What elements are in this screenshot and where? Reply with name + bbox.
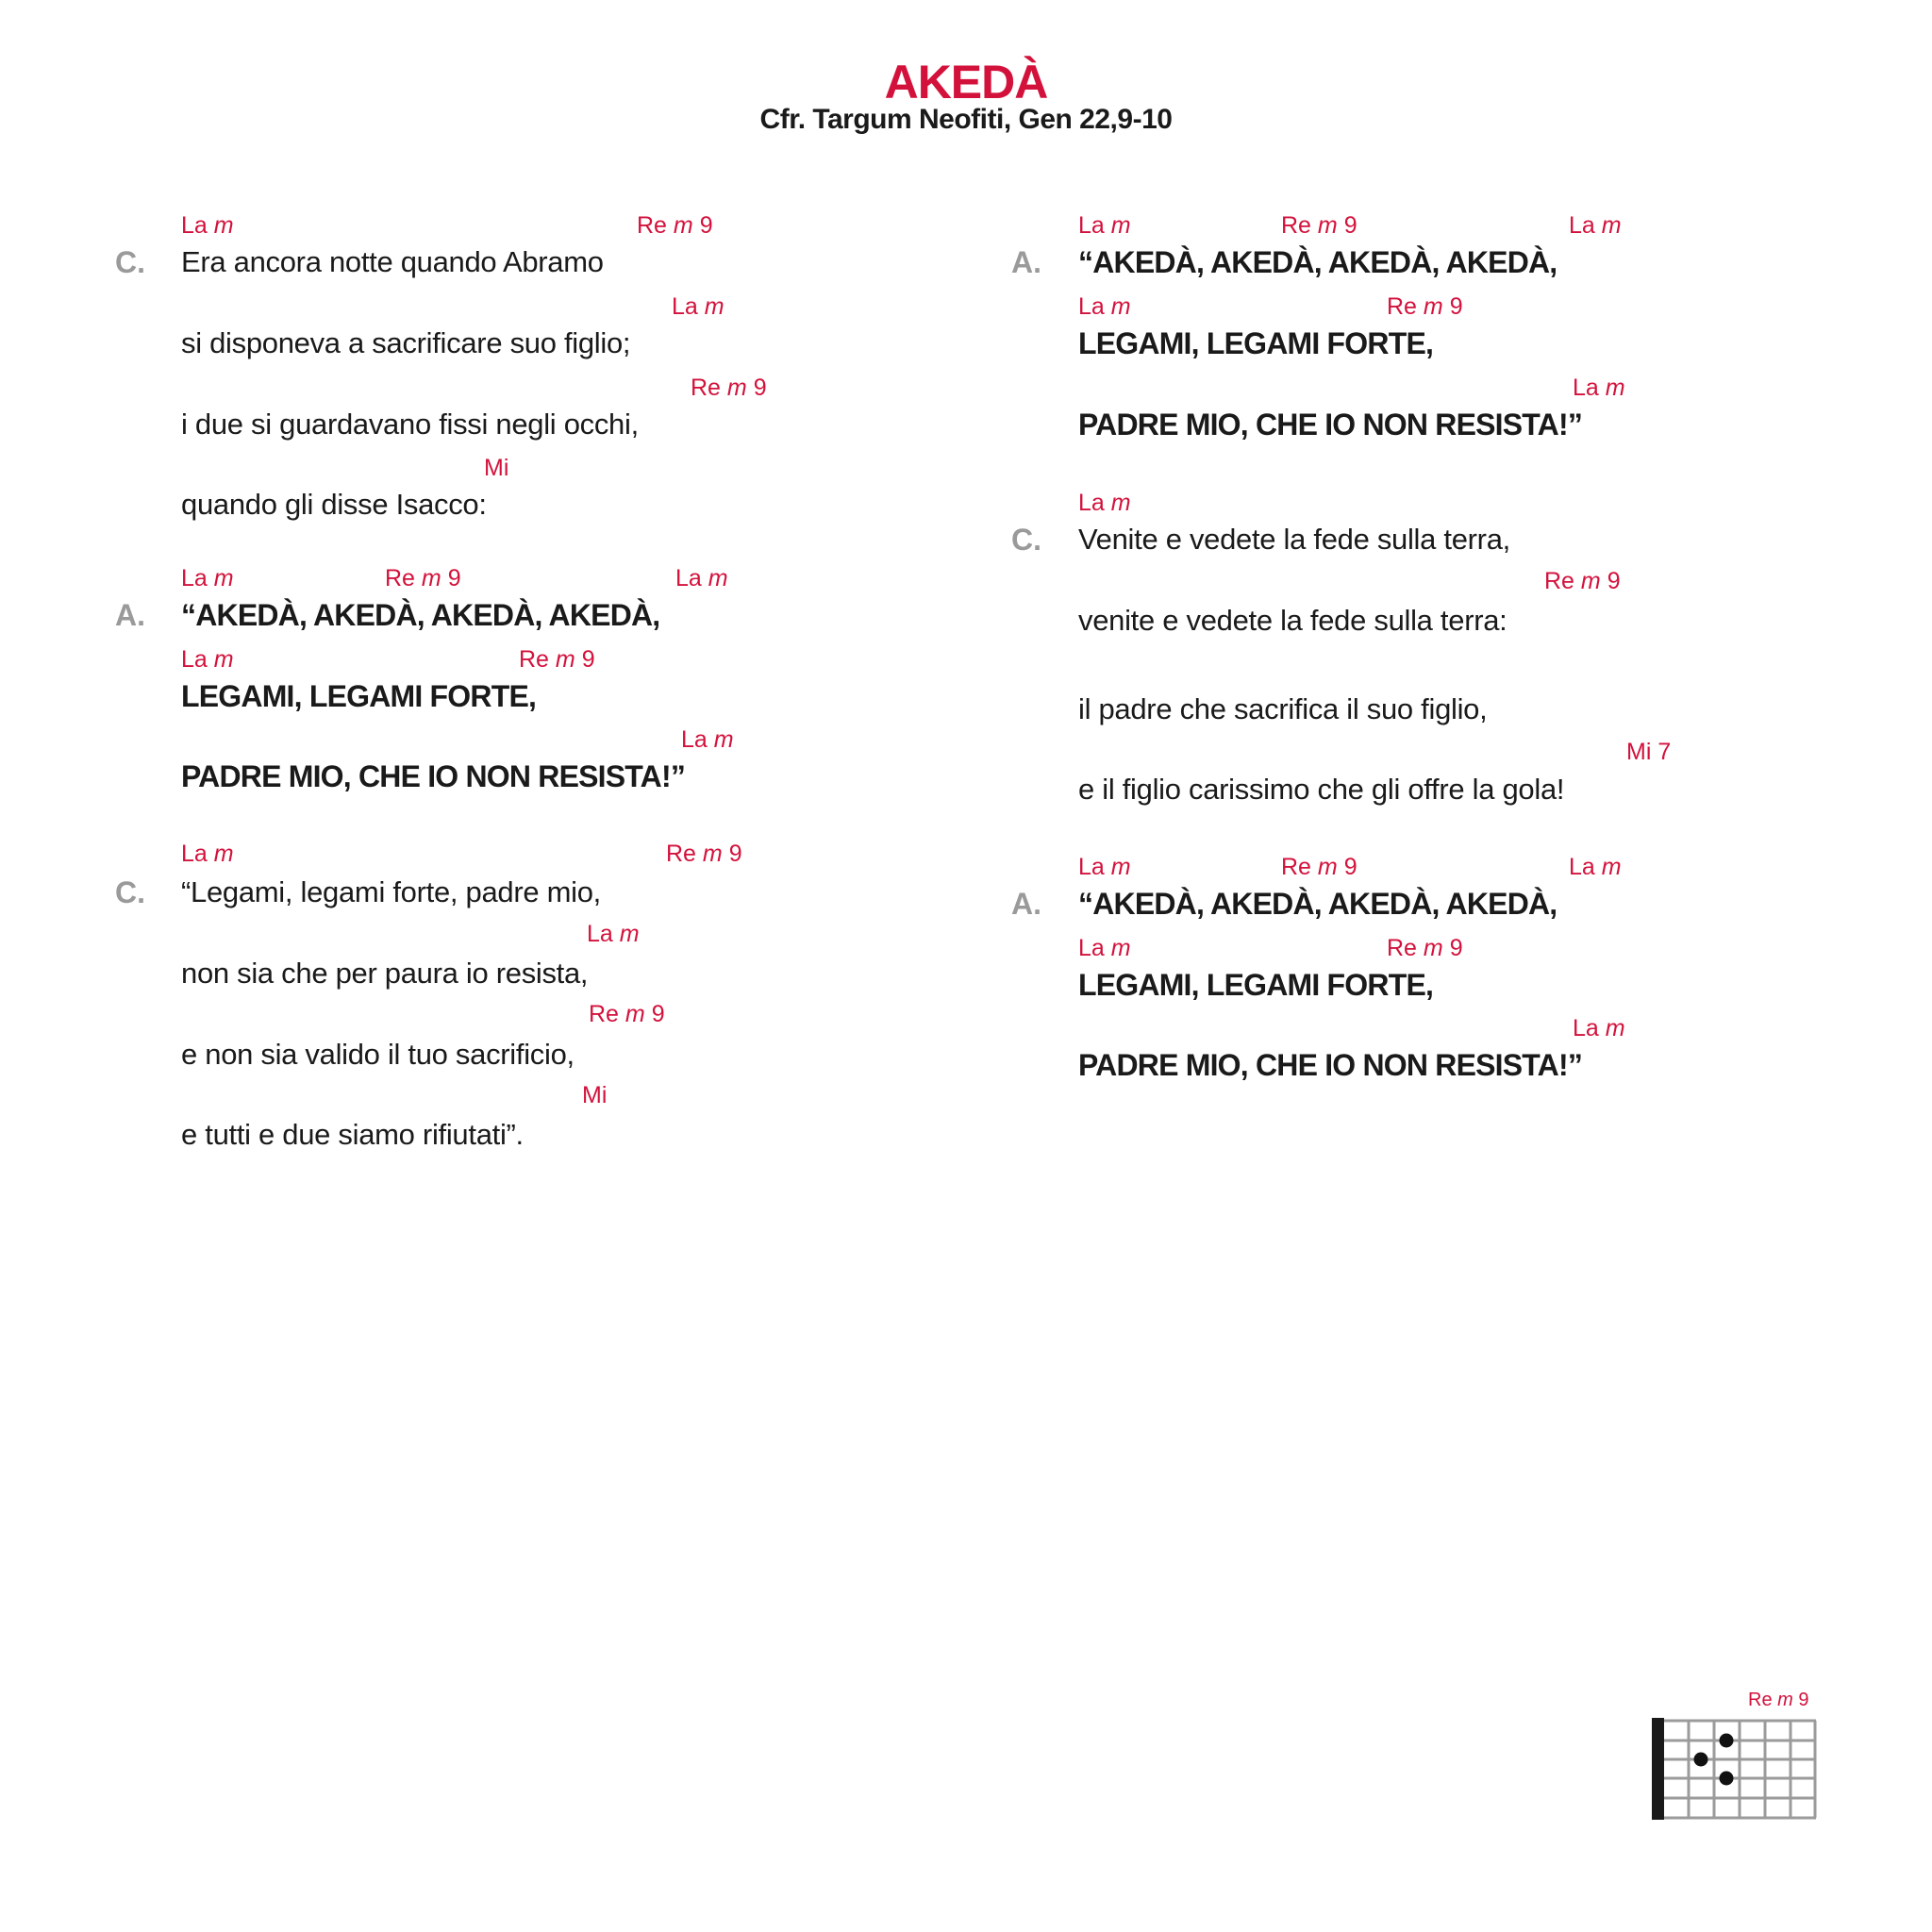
chord: La m	[1573, 375, 1625, 401]
chord: La m	[1569, 854, 1622, 880]
chord: Re m 9	[1281, 212, 1357, 239]
lyric-line: e tutti e due siamo rifiutati”.	[181, 1118, 524, 1151]
lyric-line: e il figlio carissimo che gli offre la gola!	[1078, 773, 1565, 806]
lyric-line: PADRE MIO, CHE IO NON RESISTA!”	[181, 759, 686, 793]
chord: Mi	[582, 1082, 608, 1108]
song-title: AKEDÀ	[884, 56, 1048, 108]
chord: Re m 9	[691, 375, 767, 401]
chord: La m	[675, 565, 728, 591]
chord: Re m 9	[1281, 854, 1357, 880]
finger-dot-icon	[1694, 1753, 1708, 1767]
lyric-line: “AKEDÀ, AKEDÀ, AKEDÀ, AKEDÀ,	[181, 598, 660, 632]
chord: Mi	[484, 455, 509, 481]
chord: Re m 9	[637, 212, 713, 239]
lyric-line: non sia che per paura io resista,	[181, 957, 589, 990]
stanza-label: A.	[1011, 887, 1041, 921]
lyric-line: LEGAMI, LEGAMI FORTE,	[1078, 326, 1434, 360]
chord: Re m 9	[385, 565, 461, 591]
chord: La m	[1078, 490, 1131, 516]
lyric-line: “Legami, legami forte, padre mio,	[181, 875, 601, 908]
lyric-line: quando gli disse Isacco:	[181, 488, 487, 521]
chord: Re m 9	[1387, 935, 1463, 961]
chord: Re m 9	[666, 841, 742, 867]
chord-diagram-label: Re m 9	[1748, 1690, 1809, 1710]
lyric-line: si disponeva a sacrificare suo figlio;	[181, 326, 631, 359]
nut-icon	[1652, 1718, 1664, 1820]
chord: La m	[1078, 935, 1131, 961]
chord: La m	[181, 565, 234, 591]
chord: La m	[1569, 212, 1622, 239]
chord: La m	[181, 841, 234, 867]
lyric-line: “AKEDÀ, AKEDÀ, AKEDÀ, AKEDÀ,	[1078, 887, 1557, 921]
chord: Re m 9	[519, 646, 595, 673]
finger-dot-icon	[1720, 1734, 1734, 1748]
stanza-label: A.	[115, 598, 145, 632]
lyric-line: “AKEDÀ, AKEDÀ, AKEDÀ, AKEDÀ,	[1078, 245, 1557, 279]
lyric-line: venite e vedete la fede sulla terra:	[1078, 604, 1507, 637]
chord: La m	[1078, 212, 1131, 239]
chord: La m	[1573, 1015, 1625, 1041]
stanza-label: A.	[1011, 245, 1041, 279]
lyric-line: i due si guardavano fissi negli occhi,	[181, 408, 639, 441]
lyric-line: Venite e vedete la fede sulla terra,	[1078, 523, 1510, 556]
chord-diagram-rem9	[1652, 1718, 1818, 1822]
chord: La m	[181, 212, 234, 239]
chord: Re m 9	[1544, 568, 1621, 594]
lyric-line: e non sia valido il tuo sacrificio,	[181, 1038, 575, 1071]
lyric-line: PADRE MIO, CHE IO NON RESISTA!”	[1078, 1048, 1583, 1082]
stanza-label: C.	[115, 245, 145, 279]
lyric-line: PADRE MIO, CHE IO NON RESISTA!”	[1078, 408, 1583, 441]
song-source: Cfr. Targum Neofiti, Gen 22,9-10	[759, 104, 1173, 135]
lyric-line: LEGAMI, LEGAMI FORTE,	[181, 679, 537, 713]
chord: La m	[1078, 293, 1131, 320]
chord: La m	[672, 293, 724, 320]
chord: Re m 9	[1387, 293, 1463, 320]
chord: Mi 7	[1626, 739, 1672, 765]
chord: La m	[1078, 854, 1131, 880]
lyric-line: il padre che sacrifica il suo figlio,	[1078, 692, 1488, 725]
chord: Re m 9	[589, 1001, 665, 1027]
lyric-line: LEGAMI, LEGAMI FORTE,	[1078, 968, 1434, 1002]
finger-dot-icon	[1720, 1772, 1734, 1786]
lyric-line: Era ancora notte quando Abramo	[181, 245, 604, 278]
stanza-label: C.	[1011, 523, 1041, 557]
chord: La m	[587, 921, 640, 947]
stanza-label: C.	[115, 875, 145, 909]
chord: La m	[681, 726, 734, 753]
chord: La m	[181, 646, 234, 673]
